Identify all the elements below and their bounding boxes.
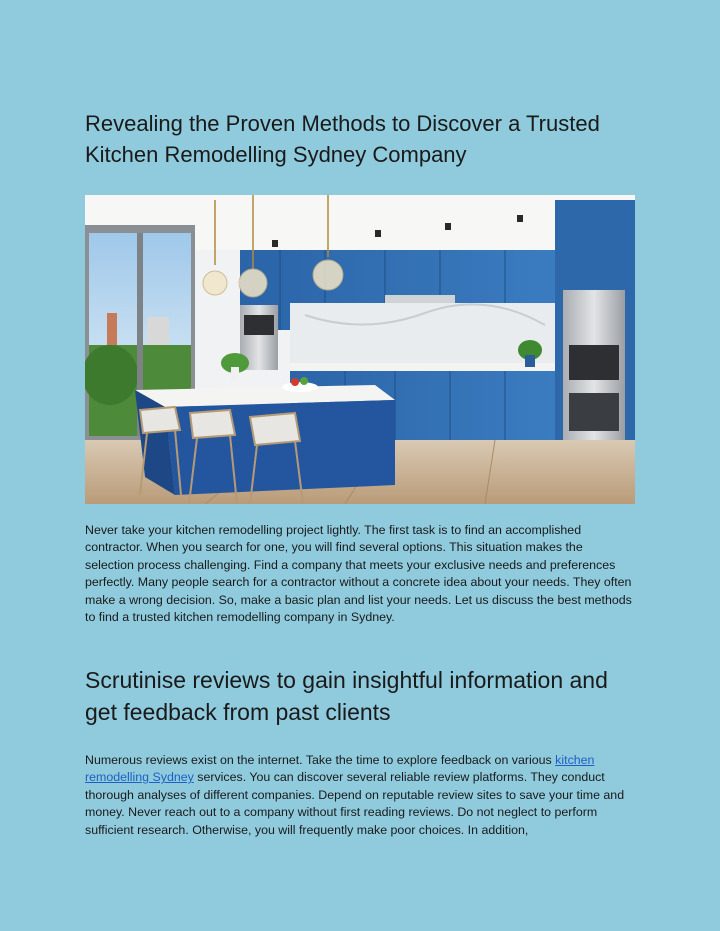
section-heading: Scrutinise reviews to gain insightful information and get feedback from past clients [85,667,608,725]
intro-paragraph: Never take your kitchen remodelling project lightly. The first task is to find an accomplished contractor. When you search for one, you will find several options. This situation makes the selection process challenging. Find a company that meets your exclusive needs and preferences perfectly. Many people search for a contractor without a concrete idea about your needs. They often make a wrong decision. So, make a basic plan and list your needs. Let us discuss the best methods to find a trusted kitchen remodelling company in Sydney. [85,523,632,625]
section-text-before-link: Numerous reviews exist on the internet. Take the time to explore feedback on various [85,753,556,767]
kitchen-remodelling-link[interactable]: kitchen remodelling Sydney [85,753,595,785]
section-text-after-link: services. You can discover several reliable review platforms. They conduct thorough analyses of different companies. Depend on reputable review sites to save your time and money. Never reach out to a company without first reading reviews. Do not neglect to perform sufficient research. Otherwise, you will frequently make poor choices. In addition, [85,770,625,837]
kitchen-hero-image [85,195,635,504]
section-paragraph [85,752,635,839]
page-title: Revealing the Proven Methods to Discover a Trusted Kitchen Remodelling Sydney Company [85,111,600,167]
